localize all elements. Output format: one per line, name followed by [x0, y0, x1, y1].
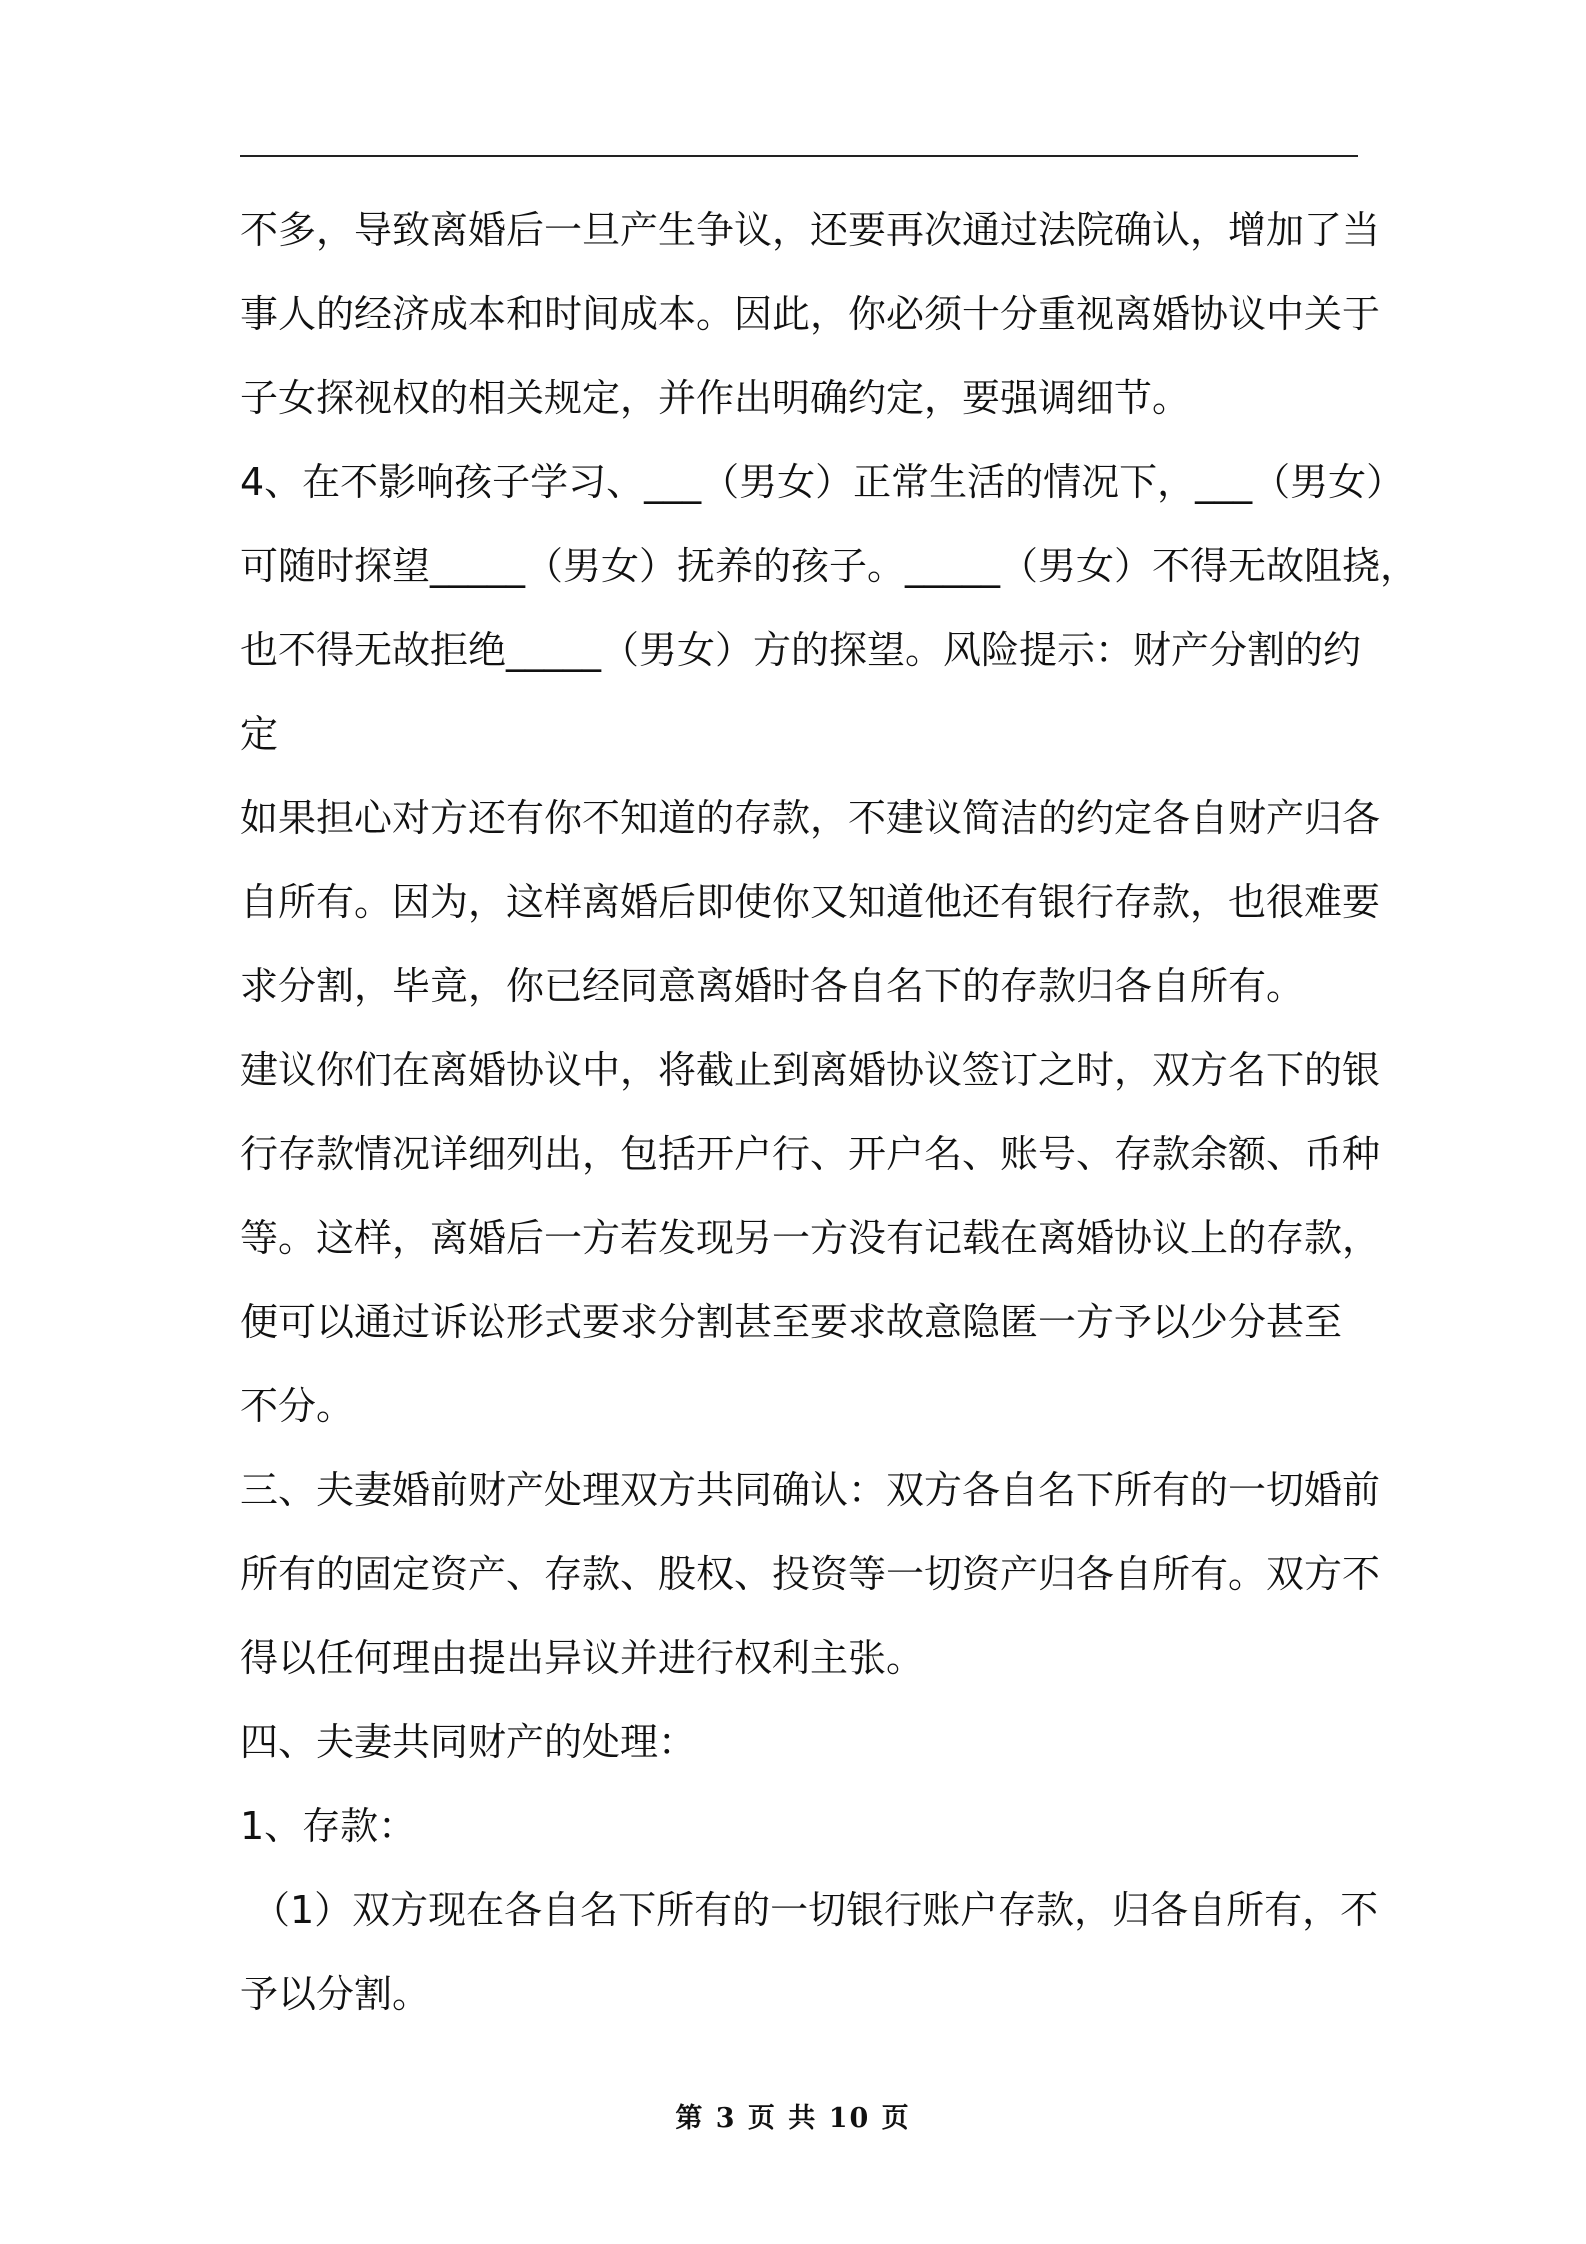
text-line: 可随时探望_____（男女）抚养的孩子。_____（男女）不得无故阻挠，: [240, 544, 1419, 588]
text-line: 建议你们在离婚协议中，将截止到离婚协议签订之时，双方名下的银: [240, 1048, 1381, 1092]
text-line: 求分割，毕竟，你已经同意离婚时各自名下的存款归各自所有。: [240, 964, 1305, 1008]
text-line: 予以分割。: [240, 1972, 431, 2016]
document-body: [240, 200, 1419, 2060]
page-number: 第 3 页 共 10 页: [675, 2103, 911, 2134]
text-line: 便可以通过诉讼形式要求分割甚至要求故意隐匿一方予以少分甚至: [240, 1300, 1343, 1344]
text-line: 子女探视权的相关规定，并作出明确约定，要强调细节。: [240, 376, 1191, 420]
text-line: 4、在不影响孩子学习、___（男女）正常生活的情况下，___（男女）: [240, 460, 1405, 504]
header-rule: [240, 155, 1358, 157]
subsection-heading: 1、存款：: [240, 1804, 417, 1848]
section-heading: 四、夫妻共同财产的处理：: [240, 1720, 697, 1764]
text-line: 行存款情况详细列出，包括开户行、开户名、账号、存款余额、币种: [240, 1132, 1381, 1176]
text-line: 如果担心对方还有你不知道的存款，不建议简洁的约定各自财产归各: [240, 796, 1381, 840]
text-line: 也不得无故拒绝_____（男女）方的探望。风险提示：财产分割的约: [240, 628, 1362, 672]
text-line: 等。这样，离婚后一方若发现另一方没有记载在离婚协议上的存款，: [240, 1216, 1381, 1260]
text-line: 定: [240, 712, 279, 756]
text-line: 得以任何理由提出异议并进行权利主张。: [240, 1636, 925, 1680]
text-line: （1）双方现在各自名下所有的一切银行账户存款，归各自所有，不: [252, 1888, 1379, 1932]
text-line: 不多，导致离婚后一旦产生争议，还要再次通过法院确认，增加了当: [240, 208, 1381, 252]
text-line: 不分。: [240, 1384, 355, 1428]
text-line: 事人的经济成本和时间成本。因此，你必须十分重视离婚协议中关于: [240, 292, 1381, 336]
text-line: 自所有。因为，这样离婚后即使你又知道他还有银行存款，也很难要: [240, 880, 1381, 924]
section-heading: 三、夫妻婚前财产处理双方共同确认：双方各自名下所有的一切婚前: [240, 1468, 1381, 1512]
text-line: 所有的固定资产、存款、股权、投资等一切资产归各自所有。双方不: [240, 1552, 1381, 1596]
page-footer: [0, 2096, 1586, 2135]
